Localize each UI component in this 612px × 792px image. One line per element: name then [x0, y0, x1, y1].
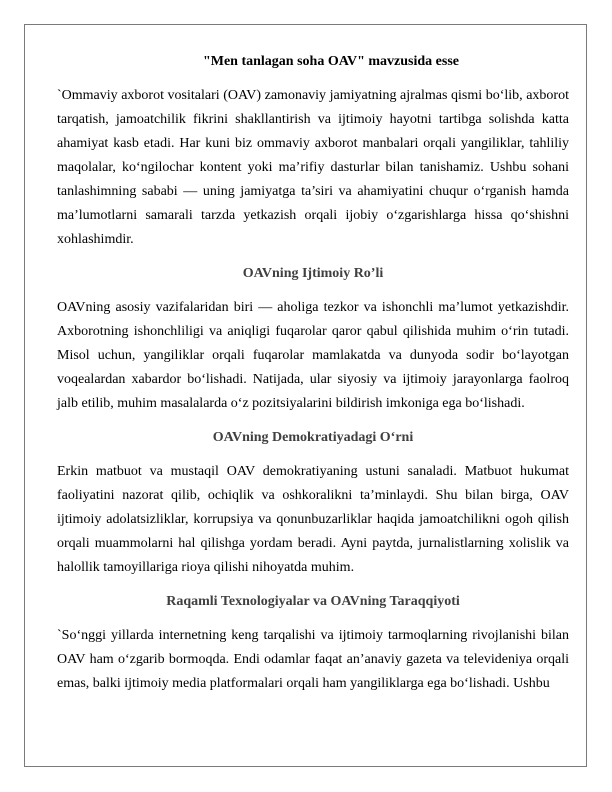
- document-body: [57, 52, 569, 696]
- section-heading-democracy: OAVning Demokratiyadagi O‘rni: [212, 430, 414, 445]
- democracy-paragraph: Erkin matbuot va mustaqil OAV demokratiyaning ustuni sanaladi. Matbuot hukumat faoliyatini nazorat qilib, ochiqlik va oshkoralikni ta’minlaydi. Shu bilan birga, OAV ijtimoiy adolatsizliklar, korrupsiya va qonunbuzarliklar haqida jamoatchilikni ogoh qilish orqali muammolarni hal qilishga yordam beradi. Ayni paytda, jurnalistlarning xolislik va halollik tamoyillariga rioya qilishi nihoyatda muhim.: [57, 464, 569, 575]
- social-role-paragraph: OAVning asosiy vazifalaridan biri — aholiga tezkor va ishonchli ma’lumot yetkazishdir. Axborotning ishonchliligi va aniqligi fuqarolar qaror qabul qilishida muhim o‘rin tutadi. Misol uchun, yangiliklar orqali fuqarolar mamlakatda va dunyoda sodir bo‘layotgan voqealardan xabardor bo‘lishadi. Natijada, ular siyosiy va ijtimoiy jarayonlarga faolroq jalb etilib, muhim masalalarda o‘z pozitsiyalarini bildirish imkoniga ega bo‘lishadi.: [57, 300, 569, 411]
- digital-tech-paragraph: `So‘nggi yillarda internetning keng tarqalishi va ijtimoiy tarmoqlarning rivojlanishi bilan OAV ham o‘zgarib bormoqda. Endi odamlar faqat an’anaviy gazeta va televideniya orqali emas, balki ijtimoiy media platformalari orqali ham yangiliklarga ega bo‘lishadi. Ushbu: [57, 628, 569, 691]
- document-title: "Men tanlagan soha OAV" mavzusida esse: [202, 54, 460, 69]
- intro-paragraph: `Ommaviy axborot vositalari (OAV) zamonaviy jamiyatning ajralmas qismi bo‘lib, axborot tarqatish, jamoatchilik fikrini shakllantirish va ijtimoiy hayotni tartibga solishda katta ahamiyat kasb etadi. Har kuni biz ommaviy axborot manbalari orqali yangiliklar, tahliliy maqolalar, ko‘ngilochar kontent yoki ma’rifiy dasturlar bilan tanishamiz. Ushbu sohani tanlashimning sababi — uning jamiyatga ta’siri va ahamiyatini chuqur o‘rganish hamda ma’lumotlarni samarali tarzda yetkazish orqali ijobiy o‘zgarishlarga hissa qo‘shishni xohlashimdir.: [57, 88, 569, 247]
- section-heading-digital-tech: Raqamli Texnologiyalar va OAVning Taraqqiyoti: [166, 594, 460, 609]
- section-heading-social-role: OAVning Ijtimoiy Ro’li: [242, 266, 384, 281]
